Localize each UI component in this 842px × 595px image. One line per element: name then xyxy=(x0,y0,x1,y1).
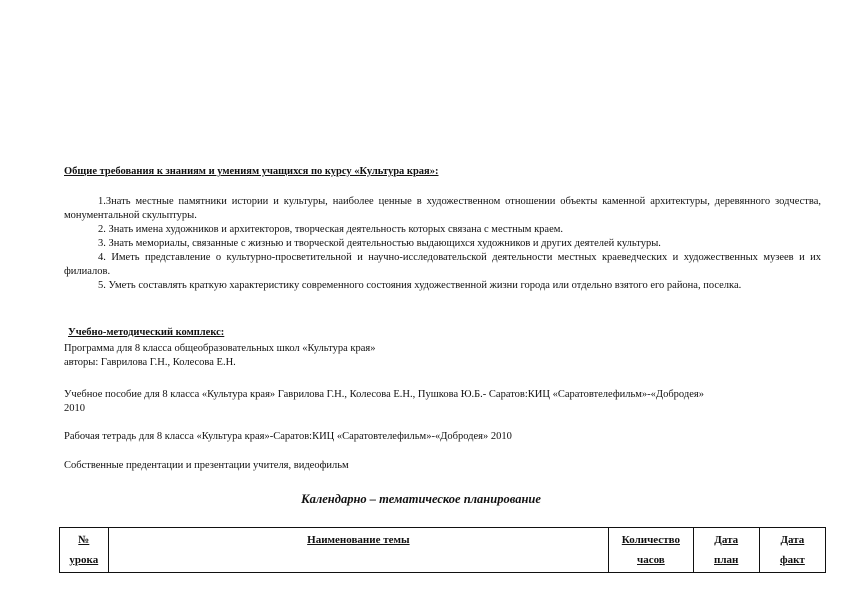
manual-line-1: Учебное пособие для 8 класса «Культура края» Гаврилова Г.Н., Колесова Е.Н., Пушкова Ю.Б.- Саратов:КИЦ «Саратовтелефильм»-«Добродея» xyxy=(64,389,704,400)
column-header-number-line2: урока xyxy=(69,554,99,566)
column-header-quantity-line2: часов xyxy=(637,554,665,566)
own-materials-line: Собственные предентации и презентации учителя, видеофильм xyxy=(64,460,349,471)
requirements-list xyxy=(64,195,821,293)
column-header-date-fact-line1: Дата xyxy=(780,534,805,546)
requirement-item-5: 5. Уметь составлять краткую характеристику современного состояния художественной жизни города или отдельно взятого его района, поселка. xyxy=(98,280,742,291)
planning-heading: Календарно – тематическое планирование xyxy=(301,492,541,506)
column-header-quantity xyxy=(609,528,694,573)
requirement-item-4: 4. Иметь представление о культурно-просветительной и научно-исследовательской деятельности местных краеведческих и художественных музеев и их филиалов. xyxy=(64,252,821,277)
program-line: Программа для 8 класса общеобразовательных школ «Культура края» xyxy=(64,343,376,354)
requirements-title: Общие требования к знаниям и умениям учащихся по курсу «Культура края»: xyxy=(64,166,439,177)
planning-table xyxy=(59,527,826,573)
table-header-row xyxy=(60,528,826,573)
column-header-number xyxy=(60,528,109,573)
column-header-date-plan-line2: план xyxy=(714,554,739,566)
column-header-date-fact-line2: факт xyxy=(779,554,805,566)
column-header-date-plan-line1: Дата xyxy=(714,534,739,546)
requirement-item-2: 2. Знать имена художников и архитекторов, творческая деятельность которых связана с местным краем. xyxy=(98,224,564,235)
column-header-date-plan xyxy=(693,528,759,573)
manual-line-2: 2010 xyxy=(64,403,85,414)
complex-title: Учебно-методический комплекс: xyxy=(68,327,225,338)
workbook-line: Рабочая тетрадь для 8 класса «Культура края»-Саратов:КИЦ «Саратовтелефильм»-«Добродея» 2010 xyxy=(64,431,512,442)
column-header-quantity-line1: Количество xyxy=(621,534,680,546)
column-header-number-line1: № xyxy=(78,534,90,546)
authors-line: авторы: Гаврилова Г.Н., Колесова Е.Н. xyxy=(64,357,236,368)
requirement-item-3: 3. Знать мемориалы, связанные с жизнью и творческой деятельностью выдающихся художников и других деятелей культуры. xyxy=(98,238,661,249)
column-header-title-text: Наименование темы xyxy=(307,534,410,546)
column-header-date-fact xyxy=(759,528,825,573)
requirement-item-1: 1.Знать местные памятники истории и культуры, наиболее ценные в художественном отношении объекты каменной архитектуры, деревянного зодчества, монументальной скульптуры. xyxy=(64,196,821,221)
column-header-title xyxy=(108,528,608,573)
